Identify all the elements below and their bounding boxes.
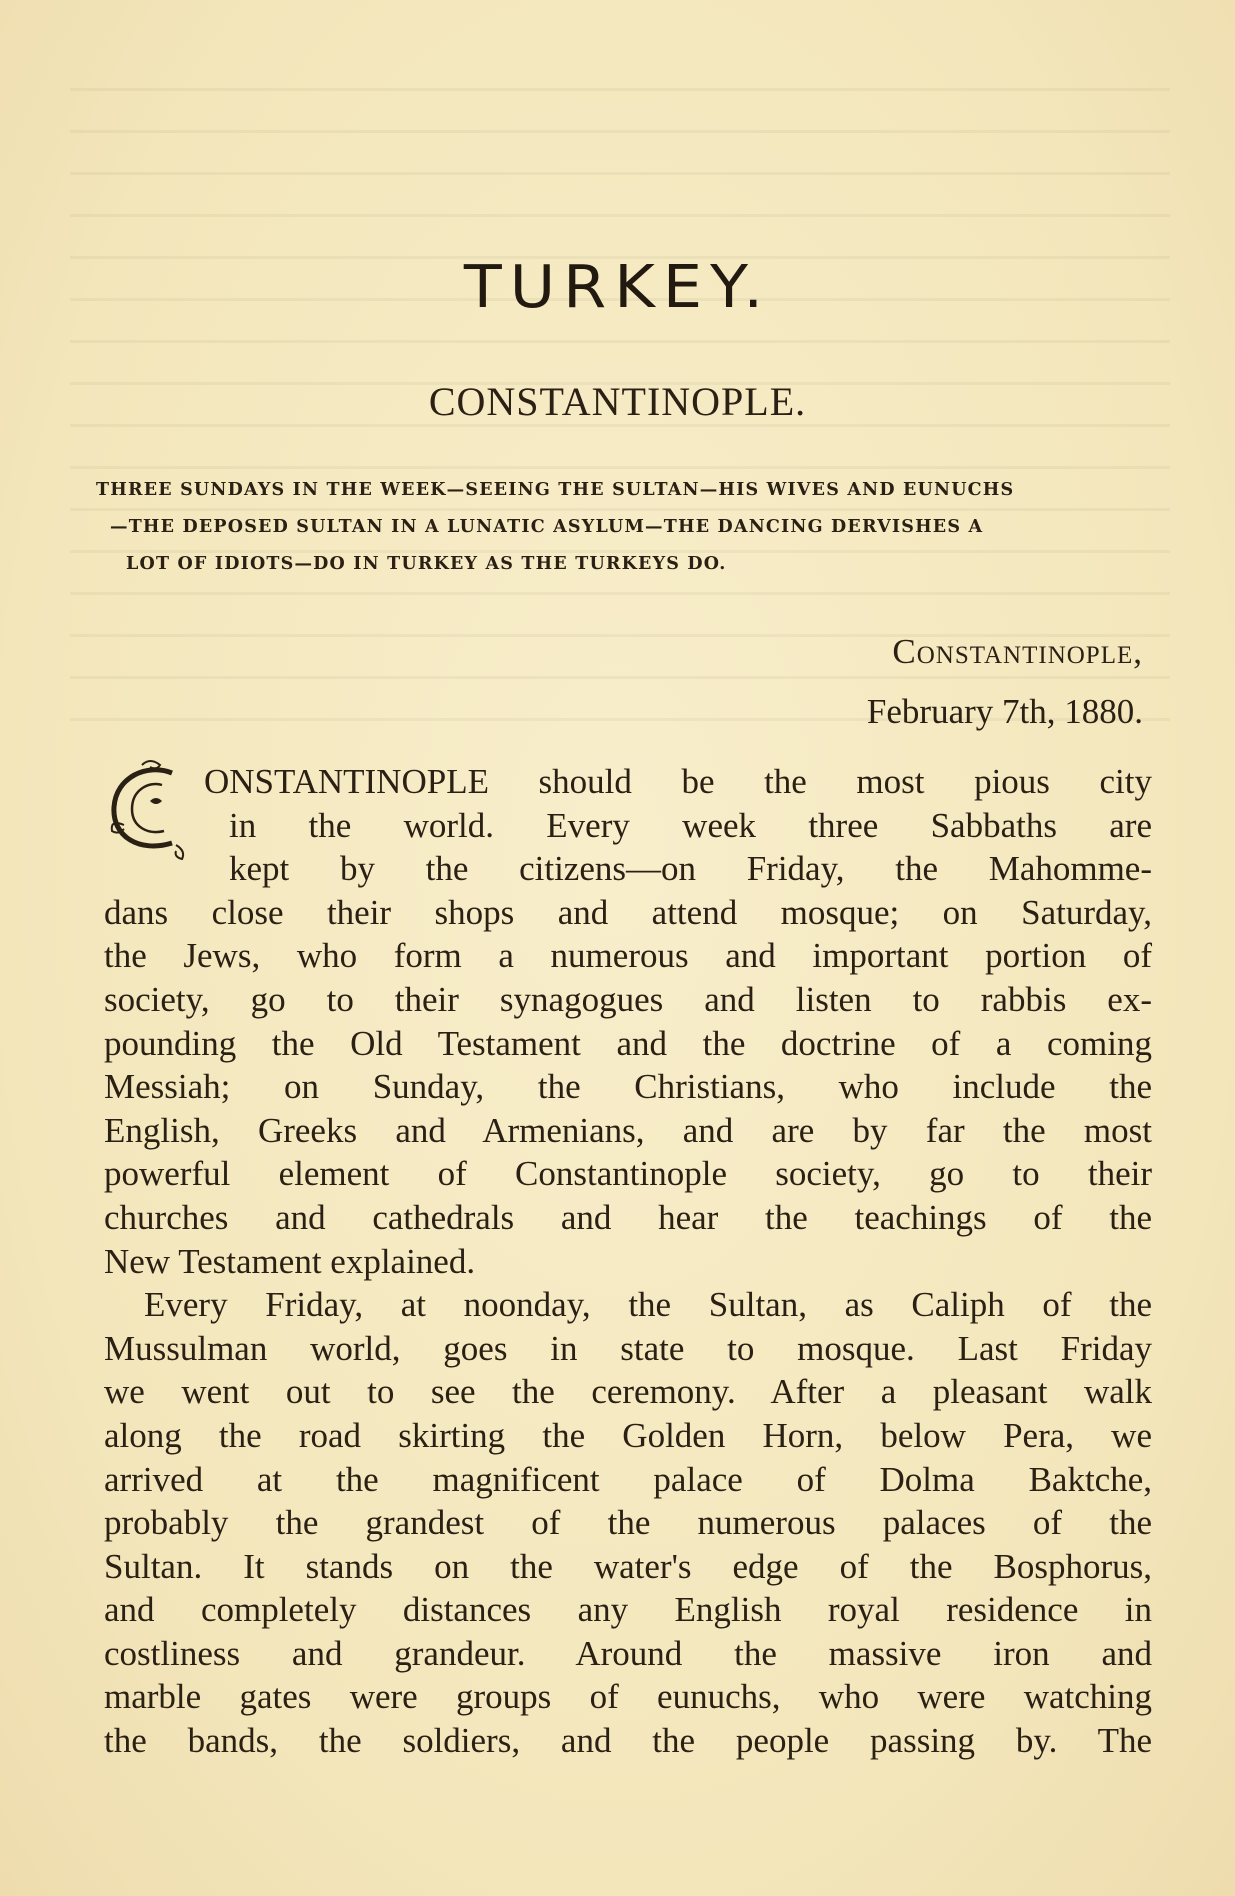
body-line: Every Friday, at noonday, the Sultan, as Caliph of the bbox=[144, 1285, 1152, 1325]
dateline-date: February 7th, 1880. bbox=[866, 692, 1143, 731]
body-line: dans close their shops and attend mosque; on Saturday, bbox=[104, 892, 1152, 932]
body-line: and completely distances any English royal residence in bbox=[104, 1590, 1152, 1630]
body-line: the Jews, who form a numerous and important portion of bbox=[104, 936, 1152, 976]
body-line: pounding the Old Testament and the doctrine of a coming bbox=[104, 1023, 1152, 1063]
body-line: costliness and grandeur. Around the massive iron and bbox=[104, 1633, 1152, 1673]
chapter-synopsis bbox=[96, 472, 1146, 583]
body-line: along the road skirting the Golden Horn, below Pera, we bbox=[104, 1415, 1152, 1455]
body-line: marble gates were groups of eunuchs, who were watching bbox=[104, 1677, 1152, 1717]
body-line: New Testament explained. bbox=[104, 1241, 476, 1281]
dateline bbox=[867, 622, 1143, 742]
dateline-place: Constantinople, bbox=[892, 632, 1143, 671]
body-line: Messiah; on Sunday, the Christians, who include the bbox=[104, 1067, 1152, 1107]
chapter-subtitle: CONSTANTINOPLE. bbox=[428, 379, 807, 424]
synopsis-line: THREE SUNDAYS IN THE WEEK—SEEING THE SULTAN—HIS WIVES AND EUNUCHS bbox=[96, 480, 1015, 500]
body-line: ONSTANTINOPLE should be the most pious city bbox=[204, 762, 1152, 801]
body-line: Sultan. It stands on the water's edge of the Bosphorus, bbox=[104, 1546, 1152, 1586]
body-line: we went out to see the ceremony. After a pleasant walk bbox=[104, 1372, 1152, 1412]
synopsis-line: —THE DEPOSED SULTAN IN A LUNATIC ASYLUM—THE DANCING DERVISHES A bbox=[110, 517, 984, 537]
body-line: Mussulman world, goes in state to mosque. Last Friday bbox=[104, 1328, 1152, 1368]
body-line: probably the grandest of the numerous palaces of the bbox=[104, 1503, 1152, 1543]
body-line: churches and cathedrals and hear the teachings of the bbox=[104, 1197, 1152, 1237]
body-line: in the world. Every week three Sabbaths are bbox=[229, 805, 1152, 845]
synopsis-line: LOT OF IDIOTS—DO IN TURKEY AS THE TURKEYS DO. bbox=[126, 554, 727, 574]
body-text bbox=[104, 760, 1152, 1763]
chapter-title: TURKEY. bbox=[463, 251, 772, 322]
body-line: kept by the citizens—on Friday, the Mahomme- bbox=[229, 849, 1152, 889]
body-line: the bands, the soldiers, and the people passing by. The bbox=[104, 1721, 1152, 1761]
body-line: powerful element of Constantinople society, go to their bbox=[104, 1154, 1152, 1194]
body-line: society, go to their synagogues and listen to rabbis ex- bbox=[104, 979, 1152, 1019]
body-line: English, Greeks and Armenians, and are by far the most bbox=[104, 1110, 1152, 1150]
body-line: arrived at the magnificent palace of Dolma Baktche, bbox=[104, 1459, 1152, 1499]
